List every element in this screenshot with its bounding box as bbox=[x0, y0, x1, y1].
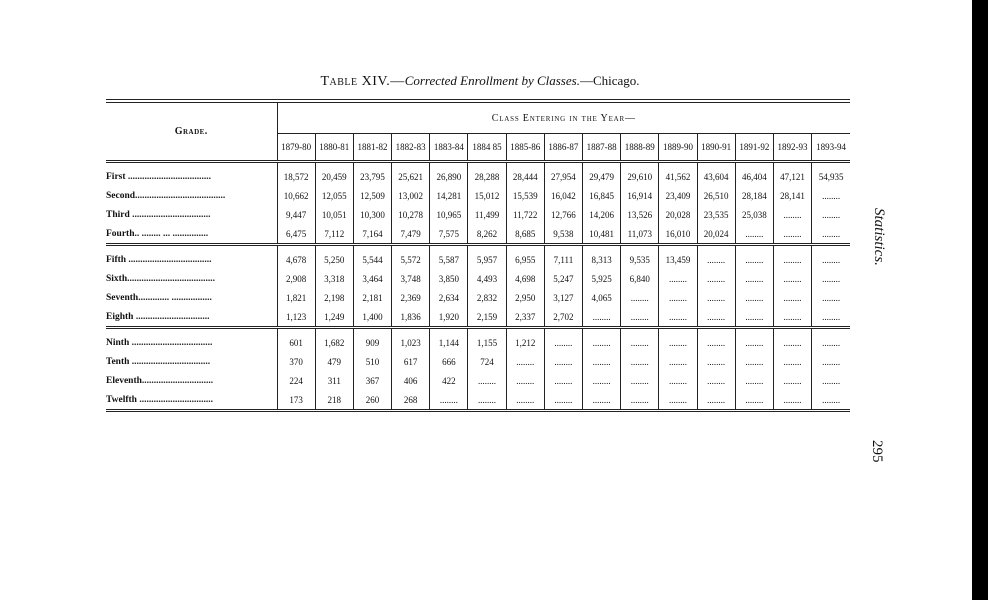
enrollment-cell: ........ bbox=[735, 371, 773, 390]
enrollment-cell: 28,288 bbox=[468, 162, 506, 187]
enrollment-cell: 14,206 bbox=[583, 205, 621, 224]
year-header: 1891-92 bbox=[735, 134, 773, 162]
year-header: 1889-90 bbox=[659, 134, 697, 162]
enrollment-cell: 2,181 bbox=[353, 288, 391, 307]
enrollment-cell: 5,587 bbox=[430, 245, 468, 270]
grade-label: First ................................... bbox=[106, 162, 277, 187]
enrollment-cell: ........ bbox=[773, 245, 811, 270]
enrollment-cell: 2,702 bbox=[544, 307, 582, 328]
enrollment-cell: ........ bbox=[812, 224, 850, 245]
enrollment-cell: 268 bbox=[392, 390, 430, 411]
enrollment-cell: ........ bbox=[659, 390, 697, 411]
enrollment-cell: 4,678 bbox=[277, 245, 315, 270]
enrollment-cell: ........ bbox=[773, 288, 811, 307]
enrollment-cell: ........ bbox=[735, 224, 773, 245]
enrollment-cell: 23,535 bbox=[697, 205, 735, 224]
enrollment-cell: 5,957 bbox=[468, 245, 506, 270]
running-head: Statistics. bbox=[871, 208, 887, 266]
enrollment-cell: 2,634 bbox=[430, 288, 468, 307]
table-row bbox=[106, 307, 850, 328]
enrollment-cell: 47,121 bbox=[773, 162, 811, 187]
table-row bbox=[106, 224, 850, 245]
enrollment-cell: 666 bbox=[430, 352, 468, 371]
enrollment-cell: ........ bbox=[822, 273, 841, 284]
enrollment-cell: 23,409 bbox=[659, 186, 697, 205]
enrollment-cell: 3,748 bbox=[392, 269, 430, 288]
table-row bbox=[106, 352, 850, 371]
enrollment-cell: 5,572 bbox=[392, 245, 430, 270]
enrollment-cell: 13,526 bbox=[621, 205, 659, 224]
enrollment-cell: 9,535 bbox=[621, 245, 659, 270]
class-entering-header: Class Entering in the Year— bbox=[277, 101, 850, 134]
grade-label: Fifth ................................... bbox=[106, 245, 277, 270]
enrollment-cell: 479 bbox=[315, 352, 353, 371]
enrollment-cell: 7,575 bbox=[430, 224, 468, 245]
enrollment-cell: 12,509 bbox=[353, 186, 391, 205]
enrollment-cell: 10,481 bbox=[583, 224, 621, 245]
enrollment-cell: ........ bbox=[468, 371, 506, 390]
enrollment-cell: 25,621 bbox=[392, 162, 430, 187]
table-row bbox=[106, 245, 850, 270]
enrollment-cell: 311 bbox=[315, 371, 353, 390]
enrollment-cell: 26,890 bbox=[430, 162, 468, 187]
enrollment-cell: ........ bbox=[812, 307, 850, 328]
enrollment-cell: 20,028 bbox=[659, 205, 697, 224]
enrollment-cell: 601 bbox=[277, 328, 315, 353]
table-row bbox=[106, 371, 850, 390]
enrollment-cell: 1,400 bbox=[353, 307, 391, 328]
enrollment-cell: 1,249 bbox=[315, 307, 353, 328]
table-row bbox=[106, 328, 850, 353]
enrollment-cell: 2,198 bbox=[315, 288, 353, 307]
enrollment-cell: 1,682 bbox=[315, 328, 353, 353]
year-header: 1883-84 bbox=[430, 134, 468, 162]
grade-label: Eleventh.............................. bbox=[106, 371, 277, 390]
enrollment-cell: ........ bbox=[822, 375, 841, 386]
enrollment-cell: 9,447 bbox=[277, 205, 315, 224]
enrollment-cell: ........ bbox=[621, 390, 659, 411]
table-row bbox=[106, 186, 850, 205]
enrollment-cell: 16,010 bbox=[659, 224, 697, 245]
enrollment-cell: 3,464 bbox=[353, 269, 391, 288]
enrollment-cell: 16,042 bbox=[544, 186, 582, 205]
enrollment-cell: 11,073 bbox=[621, 224, 659, 245]
enrollment-cell: 43,604 bbox=[697, 162, 735, 187]
enrollment-cell: 617 bbox=[392, 352, 430, 371]
enrollment-cell: ........ bbox=[735, 269, 773, 288]
enrollment-cell: ........ bbox=[544, 390, 582, 411]
enrollment-cell: 28,444 bbox=[506, 162, 544, 187]
enrollment-cell: 6,475 bbox=[277, 224, 315, 245]
enrollment-cell: 7,479 bbox=[392, 224, 430, 245]
enrollment-cell: ........ bbox=[621, 328, 659, 353]
enrollment-cell: 4,493 bbox=[468, 269, 506, 288]
enrollment-cell: 10,051 bbox=[315, 205, 353, 224]
grade-label: Twelfth ............................... bbox=[106, 390, 277, 411]
enrollment-cell: 16,845 bbox=[583, 186, 621, 205]
enrollment-cell: 12,766 bbox=[544, 205, 582, 224]
enrollment-cell: 29,479 bbox=[583, 162, 621, 187]
enrollment-cell: 23,795 bbox=[353, 162, 391, 187]
enrollment-cell: 10,965 bbox=[430, 205, 468, 224]
enrollment-cell: 7,112 bbox=[315, 224, 353, 245]
enrollment-cell: ........ bbox=[659, 352, 697, 371]
enrollment-cell: ........ bbox=[468, 390, 506, 411]
enrollment-cell: 1,123 bbox=[277, 307, 315, 328]
enrollment-cell: 370 bbox=[277, 352, 315, 371]
table-row bbox=[106, 269, 850, 288]
enrollment-cell: ........ bbox=[822, 254, 841, 265]
enrollment-cell: ........ bbox=[822, 337, 841, 348]
table-title bbox=[0, 73, 960, 90]
enrollment-cell: 11,722 bbox=[506, 205, 544, 224]
page-number: 295 bbox=[869, 440, 885, 463]
enrollment-cell: ........ bbox=[697, 245, 735, 270]
enrollment-cell: 10,662 bbox=[277, 186, 315, 205]
enrollment-cell: 18,572 bbox=[277, 162, 315, 187]
enrollment-cell: ........ bbox=[621, 288, 659, 307]
enrollment-cell: 11,499 bbox=[468, 205, 506, 224]
enrollment-cell: 15,012 bbox=[468, 186, 506, 205]
year-header: 1882-83 bbox=[392, 134, 430, 162]
enrollment-cell: ........ bbox=[735, 307, 773, 328]
enrollment-cell: 5,250 bbox=[315, 245, 353, 270]
enrollment-cell: ........ bbox=[822, 292, 841, 303]
grade-label: Second...................................... bbox=[106, 186, 277, 205]
grade-label: Eighth ............................... bbox=[106, 307, 277, 328]
enrollment-cell: 5,247 bbox=[544, 269, 582, 288]
enrollment-cell: ........ bbox=[773, 328, 811, 353]
enrollment-cell: 6,955 bbox=[506, 245, 544, 270]
enrollment-cell: 7,164 bbox=[353, 224, 391, 245]
enrollment-cell: ........ bbox=[773, 269, 811, 288]
enrollment-cell: 173 bbox=[277, 390, 315, 411]
enrollment-cell: 909 bbox=[353, 328, 391, 353]
enrollment-cell: 1,023 bbox=[392, 328, 430, 353]
table-row bbox=[106, 288, 850, 307]
enrollment-cell: ........ bbox=[773, 205, 811, 224]
enrollment-cell: 28,141 bbox=[773, 186, 811, 205]
enrollment-cell: ........ bbox=[735, 390, 773, 411]
enrollment-cell: 1,920 bbox=[430, 307, 468, 328]
enrollment-cell: 3,318 bbox=[315, 269, 353, 288]
year-header: 1890-91 bbox=[697, 134, 735, 162]
enrollment-cell: ........ bbox=[822, 356, 841, 367]
enrollment-cell: ........ bbox=[583, 352, 621, 371]
enrollment-cell: ........ bbox=[822, 190, 841, 201]
enrollment-cell: 26,510 bbox=[697, 186, 735, 205]
enrollment-cell: ........ bbox=[822, 209, 841, 220]
enrollment-cell: ........ bbox=[659, 307, 697, 328]
enrollment-cell: ........ bbox=[659, 371, 697, 390]
enrollment-cell: 27,954 bbox=[544, 162, 582, 187]
enrollment-cell: ........ bbox=[735, 352, 773, 371]
enrollment-cell: ........ bbox=[583, 307, 621, 328]
enrollment-cell: 20,459 bbox=[315, 162, 353, 187]
enrollment-cell: 422 bbox=[430, 371, 468, 390]
enrollment-cell: ........ bbox=[773, 390, 811, 411]
table-row bbox=[106, 205, 850, 224]
enrollment-cell: ........ bbox=[773, 371, 811, 390]
year-header: 1892-93 bbox=[773, 134, 811, 162]
enrollment-cell: ........ bbox=[822, 394, 841, 405]
grade-label: Seventh............. ................. bbox=[106, 288, 277, 307]
table-title-italic: Corrected Enrollment by Classes. bbox=[404, 73, 580, 88]
enrollment-cell: 41,562 bbox=[659, 162, 697, 187]
table-title-prefix: Table XIV.— bbox=[320, 74, 405, 89]
enrollment-cell: ........ bbox=[697, 269, 735, 288]
enrollment-cell: 3,127 bbox=[544, 288, 582, 307]
enrollment-cell: 12,055 bbox=[315, 186, 353, 205]
enrollment-cell: 16,914 bbox=[621, 186, 659, 205]
enrollment-cell: 2,337 bbox=[506, 307, 544, 328]
enrollment-cell: 2,950 bbox=[506, 288, 544, 307]
enrollment-cell: 260 bbox=[353, 390, 391, 411]
table-row bbox=[106, 162, 850, 187]
enrollment-cell: 3,850 bbox=[430, 269, 468, 288]
enrollment-cell: ........ bbox=[735, 288, 773, 307]
year-header: 1886-87 bbox=[544, 134, 582, 162]
enrollment-cell: ........ bbox=[506, 352, 544, 371]
table-title-suffix: —Chicago. bbox=[579, 73, 640, 88]
year-header: 1881-82 bbox=[353, 134, 391, 162]
enrollment-cell: ........ bbox=[697, 288, 735, 307]
table-row bbox=[106, 390, 850, 411]
enrollment-cell: 15,539 bbox=[506, 186, 544, 205]
enrollment-cell: 1,144 bbox=[430, 328, 468, 353]
enrollment-cell: ........ bbox=[621, 307, 659, 328]
enrollment-cell: ........ bbox=[621, 371, 659, 390]
enrollment-cell: ........ bbox=[697, 371, 735, 390]
year-header: 1885-86 bbox=[506, 134, 544, 162]
enrollment-cell: 14,281 bbox=[430, 186, 468, 205]
enrollment-cell: 1,821 bbox=[277, 288, 315, 307]
enrollment-cell: ........ bbox=[735, 245, 773, 270]
enrollment-cell: 510 bbox=[353, 352, 391, 371]
enrollment-cell: 20,024 bbox=[697, 224, 735, 245]
enrollment-cell: ........ bbox=[659, 328, 697, 353]
enrollment-cell: 1,212 bbox=[506, 328, 544, 353]
enrollment-cell: ........ bbox=[583, 371, 621, 390]
enrollment-cell: 7,111 bbox=[544, 245, 582, 270]
year-header: 1888-89 bbox=[621, 134, 659, 162]
year-header: 1884 85 bbox=[468, 134, 506, 162]
grade-label: Third ................................. bbox=[106, 205, 277, 224]
enrollment-cell: ........ bbox=[659, 269, 697, 288]
enrollment-cell: 2,908 bbox=[277, 269, 315, 288]
enrollment-cell: ........ bbox=[773, 352, 811, 371]
enrollment-cell: ........ bbox=[544, 352, 582, 371]
grade-header: Grade. bbox=[106, 101, 277, 162]
enrollment-cell: ........ bbox=[506, 371, 544, 390]
enrollment-cell: ........ bbox=[773, 224, 811, 245]
enrollment-cell: 13,459 bbox=[659, 245, 697, 270]
enrollment-cell: 10,300 bbox=[353, 205, 391, 224]
enrollment-cell: 1,836 bbox=[392, 307, 430, 328]
enrollment-cell: 4,698 bbox=[506, 269, 544, 288]
enrollment-cell: 46,404 bbox=[735, 162, 773, 187]
enrollment-cell: 2,832 bbox=[468, 288, 506, 307]
enrollment-cell: ........ bbox=[583, 390, 621, 411]
enrollment-cell: 8,262 bbox=[468, 224, 506, 245]
enrollment-cell: 6,840 bbox=[621, 269, 659, 288]
enrollment-cell: ........ bbox=[621, 352, 659, 371]
enrollment-cell: 25,038 bbox=[735, 205, 773, 224]
enrollment-cell: 2,159 bbox=[468, 307, 506, 328]
year-header: 1880-81 bbox=[315, 134, 353, 162]
grade-label: Tenth ................................. bbox=[106, 352, 277, 371]
enrollment-cell: 8,685 bbox=[506, 224, 544, 245]
enrollment-cell: ........ bbox=[773, 307, 811, 328]
enrollment-cell: 724 bbox=[468, 352, 506, 371]
enrollment-cell: 9,538 bbox=[544, 224, 582, 245]
enrollment-cell: ........ bbox=[697, 390, 735, 411]
enrollment-cell: 224 bbox=[277, 371, 315, 390]
enrollment-cell: ........ bbox=[430, 390, 468, 411]
enrollment-cell: 29,610 bbox=[621, 162, 659, 187]
year-header: 1879-80 bbox=[277, 134, 315, 162]
year-header: 1887-88 bbox=[583, 134, 621, 162]
grade-label: Ninth .................................. bbox=[106, 328, 277, 353]
enrollment-cell: 54,935 bbox=[818, 171, 844, 182]
enrollment-cell: ........ bbox=[697, 328, 735, 353]
enrollment-cell: 5,925 bbox=[583, 269, 621, 288]
grade-label: Fourth.. ........ ... ............... bbox=[106, 224, 277, 245]
enrollment-cell: ........ bbox=[544, 371, 582, 390]
enrollment-cell: 10,278 bbox=[392, 205, 430, 224]
enrollment-cell: ........ bbox=[659, 288, 697, 307]
enrollment-cell: ........ bbox=[583, 328, 621, 353]
year-header: 1893-94 bbox=[812, 134, 850, 162]
enrollment-cell: ........ bbox=[544, 328, 582, 353]
enrollment-cell: 4,065 bbox=[583, 288, 621, 307]
enrollment-table bbox=[106, 99, 850, 412]
grade-label: Sixth..................................... bbox=[106, 269, 277, 288]
enrollment-cell: ........ bbox=[697, 307, 735, 328]
enrollment-cell: 8,313 bbox=[583, 245, 621, 270]
enrollment-cell: 406 bbox=[392, 371, 430, 390]
enrollment-cell: 2,369 bbox=[392, 288, 430, 307]
enrollment-cell: 5,544 bbox=[353, 245, 391, 270]
enrollment-cell: ........ bbox=[506, 390, 544, 411]
enrollment-cell: ........ bbox=[697, 352, 735, 371]
enrollment-cell: 1,155 bbox=[468, 328, 506, 353]
enrollment-cell: ........ bbox=[735, 328, 773, 353]
enrollment-cell: 13,002 bbox=[392, 186, 430, 205]
enrollment-cell: 28,184 bbox=[735, 186, 773, 205]
enrollment-cell: 367 bbox=[353, 371, 391, 390]
enrollment-cell: 218 bbox=[315, 390, 353, 411]
